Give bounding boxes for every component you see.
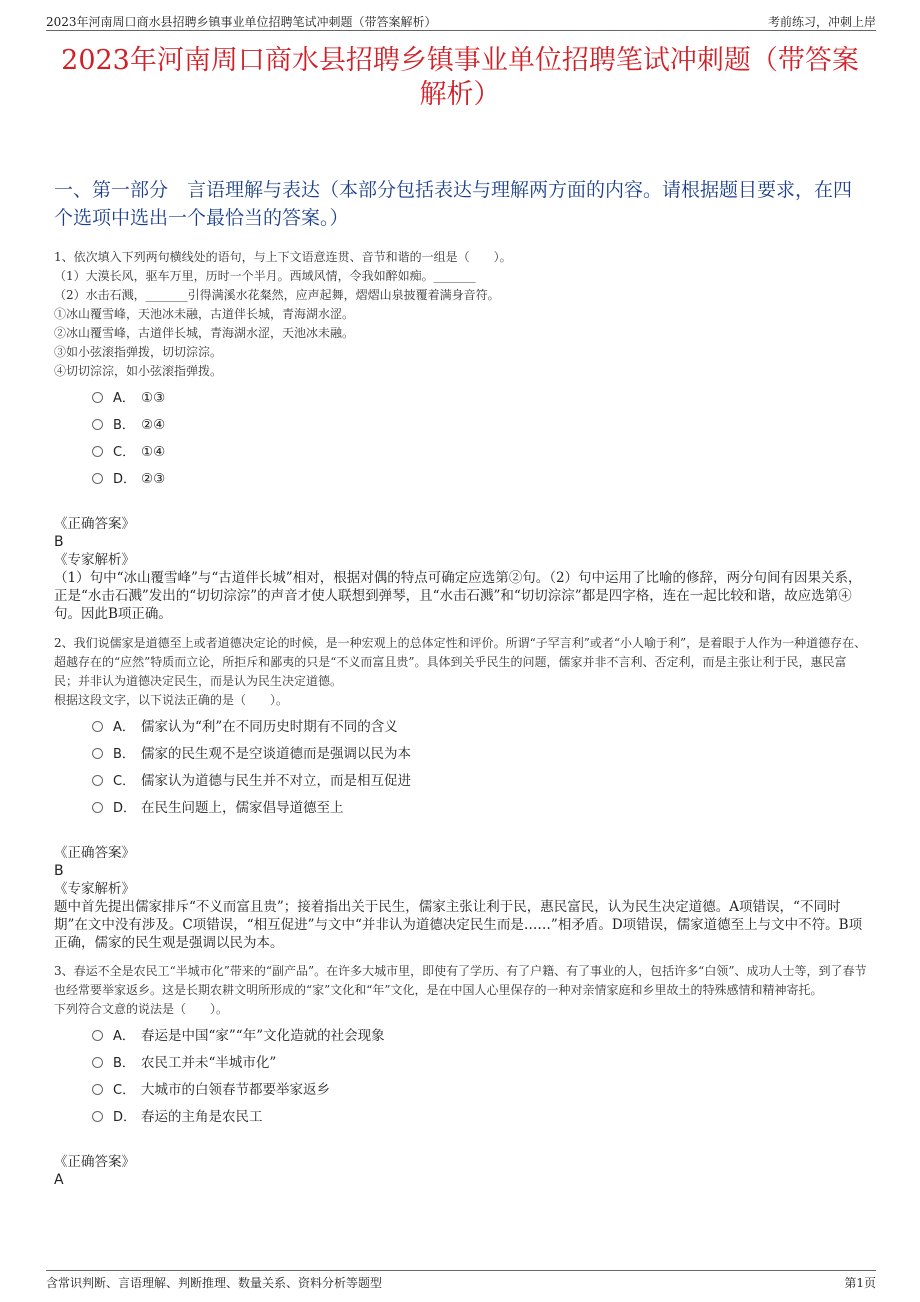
question-3-answer (54, 1153, 868, 1189)
option-text: 春运的主角是农民工 (141, 1109, 263, 1125)
option-letter: C． (113, 445, 136, 460)
option-text: 大城市的白领春节都要举家返乡 (141, 1082, 330, 1098)
option-text: ①③ (141, 390, 166, 406)
question-1-options (92, 385, 868, 493)
option-letter: D． (113, 1110, 137, 1125)
radio-icon[interactable] (92, 419, 103, 430)
answer-label: 《正确答案》 (54, 1154, 135, 1170)
question-1-analysis (54, 551, 868, 623)
analysis-label: 《专家解析》 (54, 552, 135, 568)
option-a[interactable] (92, 1023, 868, 1050)
answer-value: B (54, 534, 64, 550)
radio-icon[interactable] (92, 1111, 103, 1122)
header-left-text: 2023年河南周口商水县招聘乡镇事业单位招聘笔试冲刺题（带答案解析） (46, 15, 437, 29)
question-2-options (92, 714, 868, 822)
page-number: 第1页 (844, 1276, 876, 1290)
option-letter: D． (113, 801, 137, 816)
question-3-prompt: 下列符合文意的说法是（ ）。 (54, 1002, 229, 1016)
analysis-text: 题中首先提出儒家排斥“不义而富且贵”；接着指出关于民生，儒家主张让利于民，惠民富民，认为民生决定道德。A项错误，“不同时期”在文中没有涉及。C项错误，“相互促进”与文中“并非认为道德决定民生而是……”相矛盾。D项错误，儒家道德至上与文中不符。B项正确，儒家的民生观是强调以民为本。 (54, 899, 863, 951)
question-1-line: （2）水击石溅，_______引得满溪水花粲然，应声起舞，熠熠山泉披覆着满身音符。 (54, 288, 500, 302)
option-letter: B． (113, 747, 135, 762)
option-c[interactable] (92, 1077, 868, 1104)
option-d[interactable] (92, 1104, 868, 1131)
analysis-text: （1）句中“冰山覆雪峰”与“古道伴长城”相对，根据对偶的特点可确定应选第②句。（2）句中运用了比喻的修辞，两分句间有因果关系，正是“水击石溅”发出的“切切淙淙”的声音才使人联想到弹琴，且“水击石溅”和“切切淙淙”都是四字格，连在一起比较和谐，故应选第④句。因此B项正确。 (54, 570, 862, 622)
option-text: ②③ (141, 471, 166, 487)
option-text: 春运是中国“家”“年”文化造就的社会现象 (141, 1028, 385, 1044)
answer-value: A (54, 1172, 64, 1188)
option-letter: A． (113, 1029, 135, 1044)
running-footer (46, 1270, 876, 1293)
radio-icon[interactable] (92, 748, 103, 759)
header-right-text: 考前练习，冲刺上岸 (767, 15, 876, 29)
radio-icon[interactable] (92, 392, 103, 403)
question-1-answer (54, 515, 868, 551)
question-2-stem: 2、我们说儒家是道德至上或者道德决定论的时候，是一种宏观上的总体定性和评价。所谓“子罕言利”或者“小人喻于利”，是着眼于人作为一种道德存在、超越存在的“应然”特质而立论，所拒斥和鄙夷的只是“不义而富且贵”。具体到关乎民生的问题，儒家并非不言利、否定利，而是主张让利于民，惠民富民；并非认为道德决定民生，而是认为民生决定道德。 (54, 636, 867, 688)
option-letter: A． (113, 391, 135, 406)
question-1-line: （1）大漠长风，驱车万里，历时一个半月。西域风情，令我如醉如痴。_______ (54, 269, 476, 283)
analysis-label: 《专家解析》 (54, 881, 135, 897)
answer-value: B (54, 863, 64, 879)
radio-icon[interactable] (92, 1084, 103, 1095)
question-3-options (92, 1023, 868, 1131)
radio-icon[interactable] (92, 473, 103, 484)
option-letter: C． (113, 774, 136, 789)
option-b[interactable] (92, 1050, 868, 1077)
option-text: 在民生问题上，儒家倡导道德至上 (141, 800, 344, 816)
question-1-stem: 1、依次填入下列两句横线处的语句，与上下文语意连贯、音节和谐的一组是（ ）。 (54, 250, 512, 264)
option-text: ①④ (141, 444, 166, 460)
option-c[interactable] (92, 439, 868, 466)
radio-icon[interactable] (92, 1057, 103, 1068)
question-2-prompt: 根据这段文字，以下说法正确的是（ ）。 (54, 693, 289, 707)
question-1 (54, 248, 868, 623)
radio-icon[interactable] (92, 802, 103, 813)
option-text: 儒家认为道德与民生并不对立，而是相互促进 (141, 773, 411, 789)
running-header (46, 10, 876, 31)
option-text: 儒家的民生观不是空谈道德而是强调以民为本 (141, 746, 411, 762)
option-a[interactable] (92, 714, 868, 741)
option-letter: C． (113, 1083, 136, 1098)
question-2-answer (54, 844, 868, 880)
question-2 (54, 634, 868, 952)
section-heading: 一、第一部分 言语理解与表达（本部分包括表达与理解两方面的内容。请根据题目要求，在四个选项中选出一个最恰当的答案。） (54, 179, 853, 229)
option-b[interactable] (92, 741, 868, 768)
question-2-analysis (54, 880, 868, 952)
question-1-line: ④切切淙淙，如小弦滚指弹拨。 (54, 364, 223, 378)
question-3 (54, 962, 868, 1189)
radio-icon[interactable] (92, 721, 103, 732)
radio-icon[interactable] (92, 446, 103, 457)
option-a[interactable] (92, 385, 868, 412)
question-3-stem: 3、春运不全是农民工“半城市化”带来的“副产品”。在许多大城市里，即使有了学历、有了户籍、有了事业的人，包括许多“白领”、成功人士等，到了春节也经常要举家返乡。这是长期农耕文明所形成的“家”文化和“年”文化，是在中国人心里保存的一种对亲情家庭和乡里故土的特殊感情和精神寄托。 (54, 964, 867, 997)
option-letter: B． (113, 1056, 135, 1071)
option-text: 农民工并未“半城市化” (141, 1055, 277, 1071)
option-d[interactable] (92, 795, 868, 822)
radio-icon[interactable] (92, 775, 103, 786)
footer-left-text: 含常识判断、言语理解、判断推理、数量关系、资料分析等题型 (46, 1276, 383, 1290)
option-letter: B． (113, 418, 135, 433)
question-1-line: ②冰山覆雪峰，古道伴长城，青海湖水涩，天池冰未融。 (54, 326, 355, 340)
option-text: ②④ (141, 417, 166, 433)
radio-icon[interactable] (92, 1030, 103, 1041)
option-d[interactable] (92, 466, 868, 493)
option-letter: A． (113, 720, 135, 735)
document-title: 2023年河南周口商水县招聘乡镇事业单位招聘笔试冲刺题（带答案解析） (61, 45, 859, 110)
answer-label: 《正确答案》 (54, 516, 135, 532)
question-1-line: ③如小弦滚指弹拨，切切淙淙。 (54, 345, 223, 359)
option-b[interactable] (92, 412, 868, 439)
option-letter: D． (113, 472, 137, 487)
option-text: 儒家认为“利”在不同历史时期有不同的含义 (141, 719, 398, 735)
answer-label: 《正确答案》 (54, 845, 135, 861)
option-c[interactable] (92, 768, 868, 795)
question-1-line: ①冰山覆雪峰，天池冰未融，古道伴长城，青海湖水涩。 (54, 307, 355, 321)
